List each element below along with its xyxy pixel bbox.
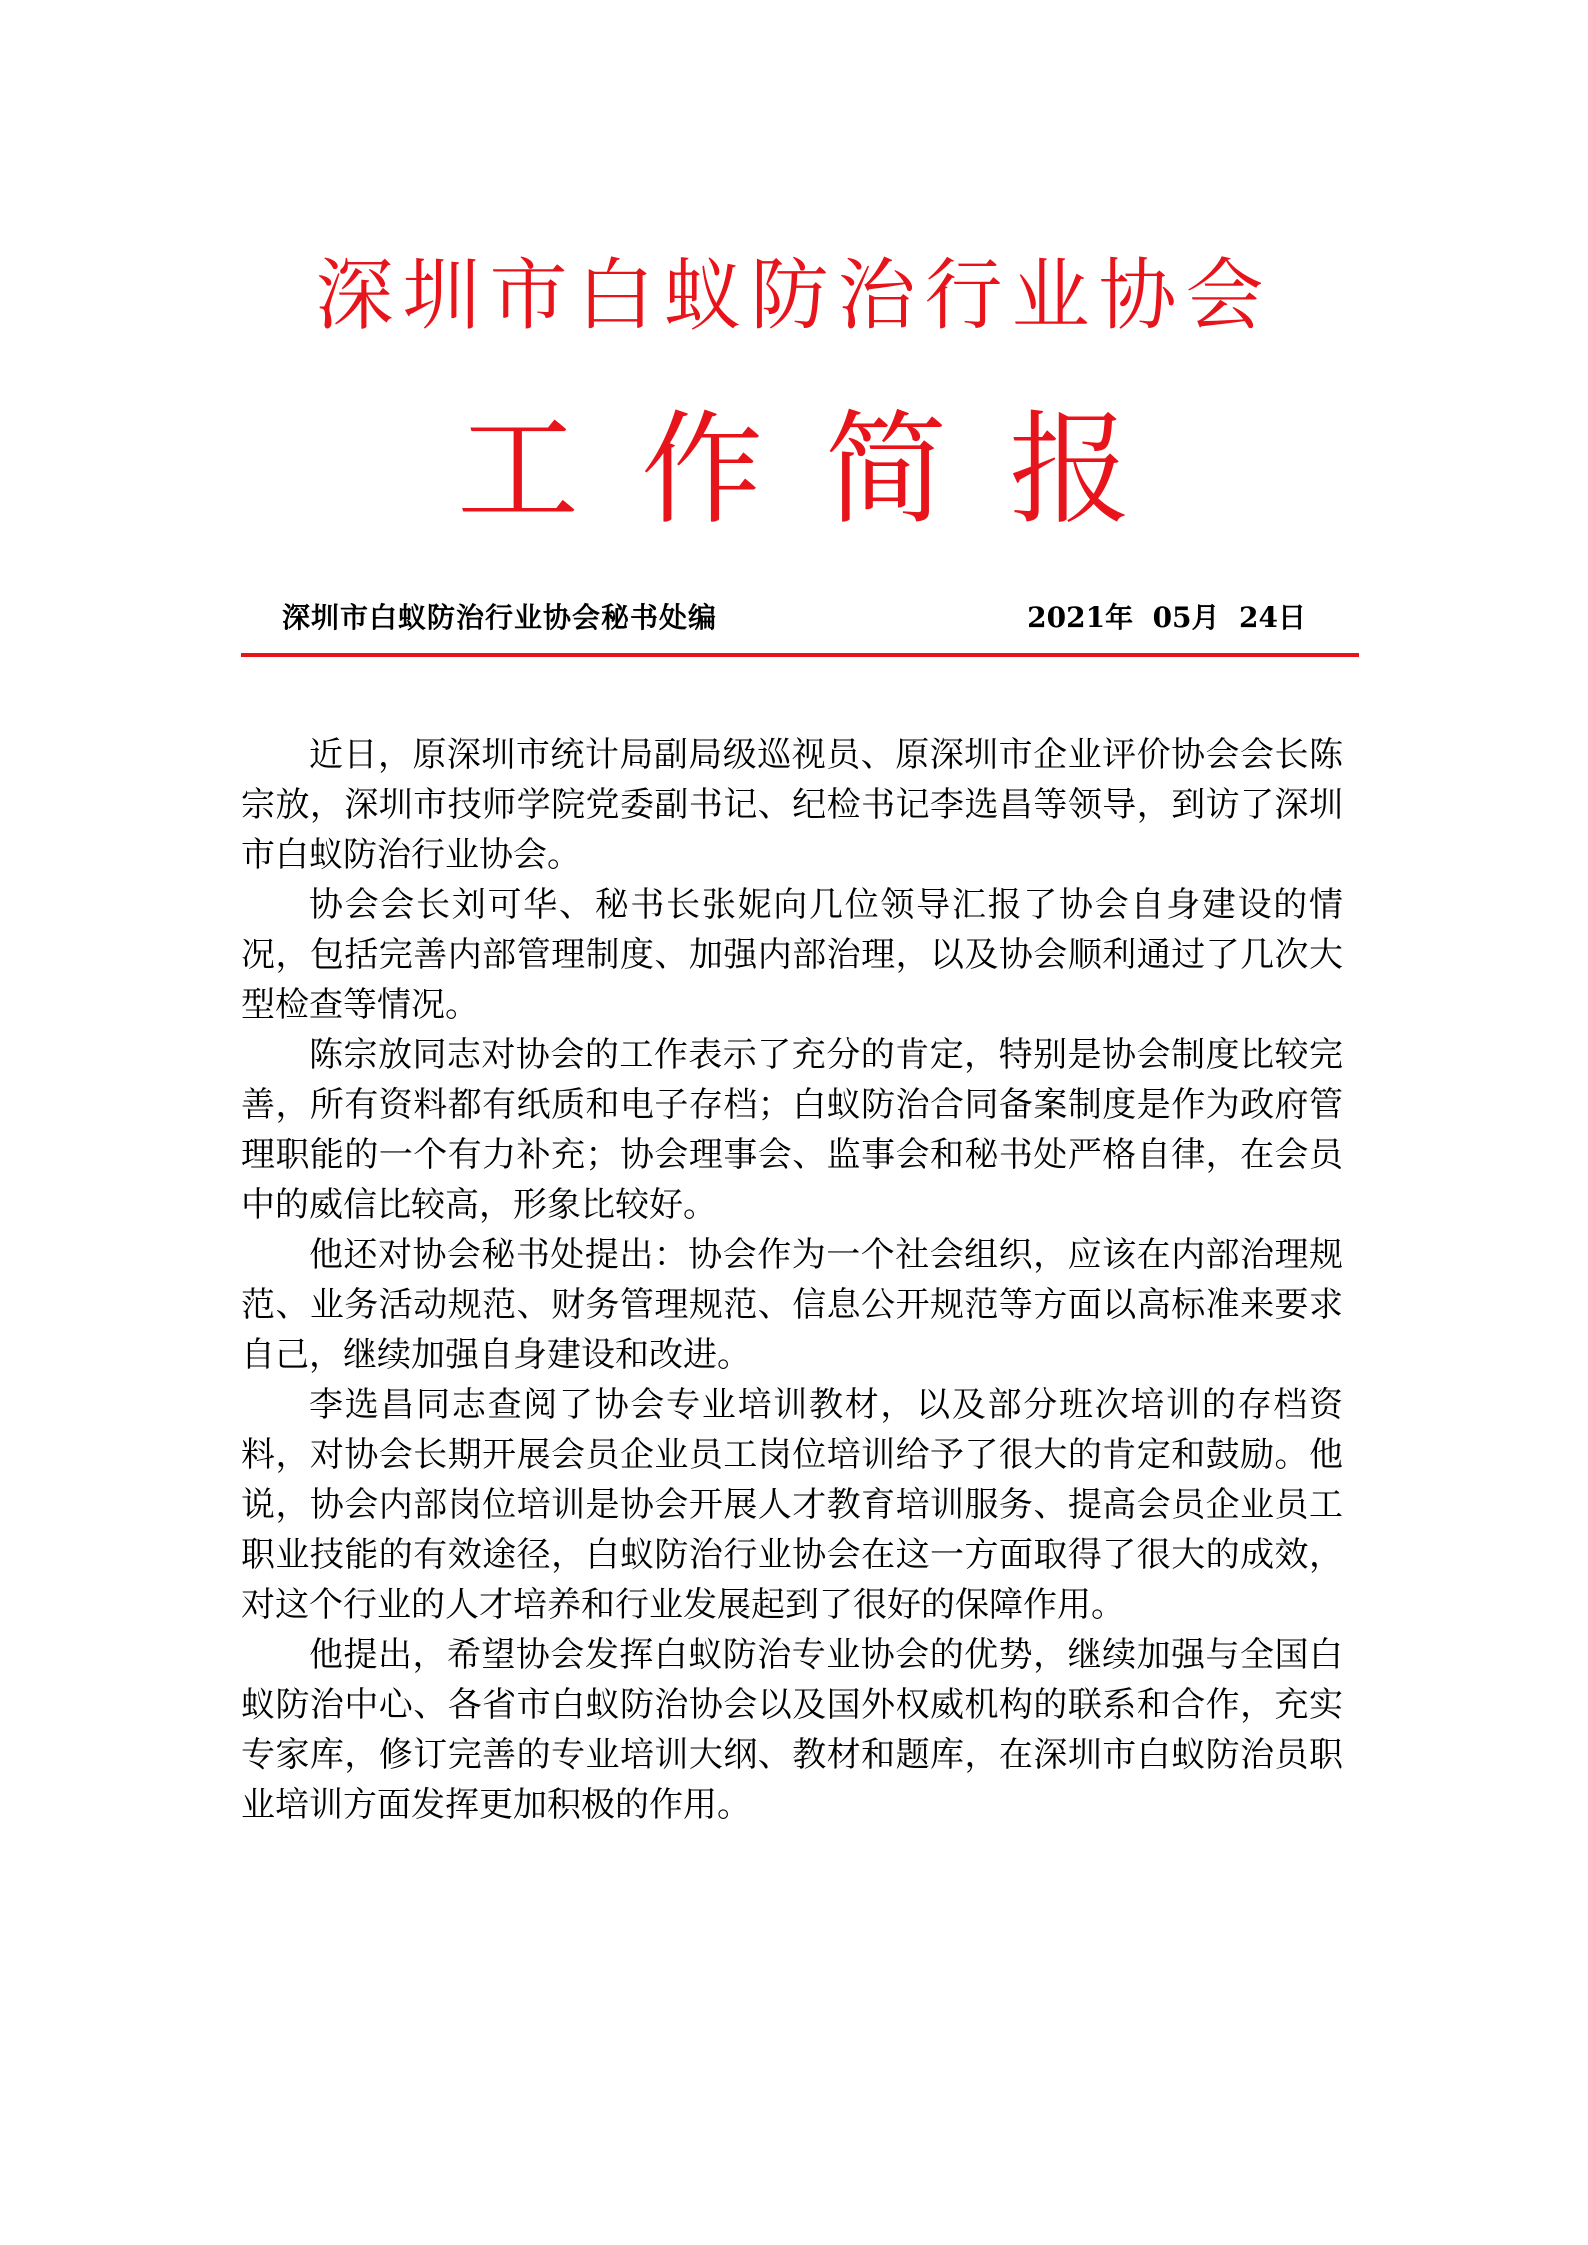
issuer-line: 深圳市白蚁防治行业协会秘书处编 [282, 601, 718, 634]
paragraph-1: 近日，原深圳市统计局副局级巡视员、原深圳市企业评价协会会长陈宗放，深圳市技师学院党委副书记、纪检书记李选昌等领导，到访了深圳市白蚁防治行业协会。 [241, 735, 1343, 875]
bulletin-body [241, 730, 1343, 1830]
organization-title: 深圳市白蚁防治行业协会 [315, 251, 1273, 341]
paragraph-5: 李选昌同志查阅了协会专业培训教材，以及部分班次培训的存档资料，对协会长期开展会员企业员工岗位培训给予了很大的肯定和鼓励。他说，协会内部岗位培训是协会开展人才教育培训服务、提高会员企业员工职业技能的有效途径，白蚁防治行业协会在这一方面取得了很大的成效，对这个行业的人才培养和行业发展起到了很好的保障作用。 [241, 1385, 1343, 1625]
paragraph-4: 他还对协会秘书处提出：协会作为一个社会组织，应该在内部治理规范、业务活动规范、财务管理规范、信息公开规范等方面以高标准来要求自己，继续加强自身建设和改进。 [241, 1235, 1343, 1375]
issue-date: 2021年 05月 24日 [1027, 601, 1306, 634]
paragraph-6: 他提出，希望协会发挥白蚁防治专业协会的优势，继续加强与全国白蚁防治中心、各省市白蚁防治协会以及国外权威机构的联系和合作，充实专家库，修订完善的专业培训大纲、教材和题库，在深圳市白蚁防治员职业培训方面发挥更加积极的作用。 [241, 1635, 1343, 1825]
bulletin-title: 工作简报 [457, 399, 1193, 541]
header-divider [241, 653, 1359, 657]
paragraph-2: 协会会长刘可华、秘书长张妮向几位领导汇报了协会自身建设的情况，包括完善内部管理制度、加强内部治理，以及协会顺利通过了几次大型检查等情况。 [241, 885, 1343, 1025]
paragraph-3: 陈宗放同志对协会的工作表示了充分的肯定，特别是协会制度比较完善，所有资料都有纸质和电子存档；白蚁防治合同备案制度是作为政府管理职能的一个有力补充；协会理事会、监事会和秘书处严格自律，在会员中的威信比较高，形象比较好。 [241, 1035, 1343, 1225]
